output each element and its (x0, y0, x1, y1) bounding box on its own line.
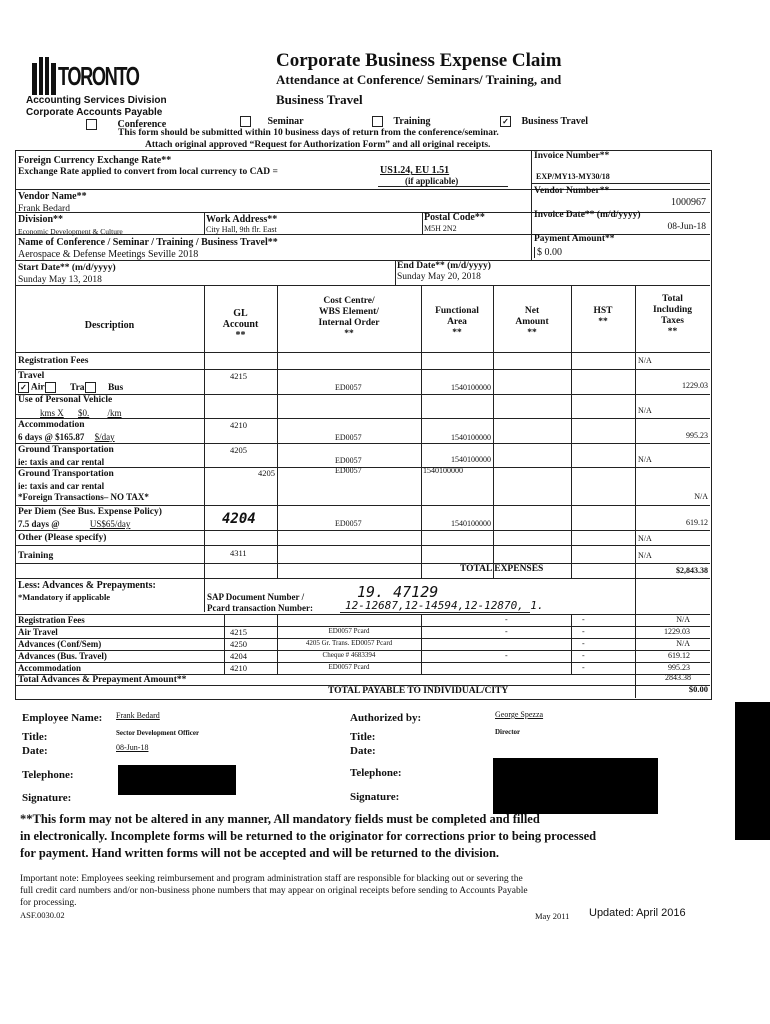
title-label: Title: (22, 731, 48, 743)
row-ground2-sub: ie: taxis and car rental (18, 481, 105, 491)
authorized-value[interactable]: George Spezza (495, 710, 544, 719)
telephone-label: Telephone: (22, 769, 74, 781)
title-value[interactable]: Sector Development Officer (116, 729, 200, 737)
air-box[interactable] (45, 382, 56, 393)
advances-label: Less: Advances & Prepayments: (18, 580, 156, 591)
division-label: Division** (18, 214, 64, 225)
redaction-auth-telephone (493, 758, 658, 814)
end-date-label: End Date** (m/d/yyyy) (397, 261, 491, 271)
type-seminar[interactable]: Seminar (240, 116, 304, 127)
row-registration-total[interactable]: N/A (638, 356, 652, 365)
adv-row-total[interactable]: N/A (676, 639, 690, 648)
row-ground1-cost[interactable]: ED0057 (335, 456, 362, 465)
sap-value[interactable]: 19. 47129 (357, 583, 439, 601)
pcard-label: Pcard transaction Number: (207, 603, 313, 613)
employee-label: Employee Name: (22, 712, 103, 724)
fx-value[interactable]: US1.24, EU 1.51 (380, 165, 450, 176)
row-ground1-gl[interactable]: 4205 (230, 445, 247, 455)
adv-row-ref[interactable]: ED0057 Pcard (328, 627, 370, 635)
row-training-gl[interactable]: 4311 (230, 548, 247, 558)
adv-row-label: Accommodation (18, 663, 81, 673)
air-checkbox[interactable]: ✓ (18, 382, 29, 393)
row-perdiem-cost[interactable]: ED0057 (335, 519, 362, 528)
adv-row-label: Registration Fees (18, 615, 85, 625)
auth-title-label: Title: (350, 731, 376, 743)
adv-row-total[interactable]: 619.12 (668, 651, 690, 660)
vendor-name-label: Vendor Name** (18, 191, 87, 202)
adv-row-label: Advances (Bus. Travel) (18, 651, 107, 661)
row-accommodation-label: Accommodation (18, 420, 85, 430)
travel-modes: ✓ Air Tra Bus (18, 382, 123, 393)
vendor-number-value[interactable]: 1000967 (671, 197, 706, 208)
start-date-value[interactable]: Sunday May 13, 2018 (18, 275, 102, 285)
col-net-amount: Net Amount ** (515, 306, 549, 338)
business-travel-checkbox[interactable]: ✓ (500, 116, 511, 127)
redaction-telephone (118, 765, 236, 795)
type-conference[interactable]: Conference (86, 119, 166, 130)
adv-row-hst[interactable]: - (582, 615, 585, 624)
row-vehicle-rate: kms X $0. /km (40, 408, 122, 418)
auth-signature-label: Signature: (350, 791, 400, 803)
end-date-value[interactable]: Sunday May 20, 2018 (397, 272, 481, 282)
auth-title-value[interactable]: Director (495, 728, 521, 736)
adv-row-hst[interactable]: - (582, 639, 585, 648)
conference-checkbox[interactable] (86, 119, 97, 130)
important-line-2: full credit card numbers and/or non-business phone numbers that may appear on original receipts before sending to Accounts Payable (20, 886, 528, 896)
form-subtitle-1: Attendance at Conference/ Seminars/ Training, and (276, 72, 562, 87)
invoice-date-label: Invoice Date** (m/d/yyyy) (534, 210, 641, 220)
row-ground1-sub: ie: taxis and car rental (18, 457, 105, 467)
adv-row-total[interactable]: 1229.03 (664, 627, 690, 636)
adv-row-gl[interactable]: 4250 (230, 639, 247, 649)
row-accommodation-func[interactable]: 1540100000 (451, 433, 491, 442)
work-address-label: Work Address** (206, 214, 278, 225)
adv-row-total[interactable]: 995.23 (668, 663, 690, 672)
payment-amount-value[interactable]: $ 0.00 (534, 247, 562, 258)
adv-row-net[interactable]: - (505, 627, 508, 636)
row-perdiem-detail: 7.5 days @ US$65/day (18, 519, 131, 529)
division-name: Accounting Services Division (26, 95, 167, 106)
row-ground2-label: Ground Transportation (18, 469, 114, 479)
row-travel-cost[interactable]: ED0057 (335, 383, 362, 392)
advances-total-value[interactable]: 2843.38 (665, 673, 691, 682)
row-accommodation-gl[interactable]: 4210 (230, 420, 247, 430)
employee-value[interactable]: Frank Bedard (116, 711, 160, 720)
col-gl: GL Account ** (222, 308, 259, 341)
fx-label: Foreign Currency Exchange Rate** (18, 155, 172, 166)
notice-line-3: for payment. Hand written forms will not be accepted and will be returned to the division. (20, 846, 500, 860)
date-value[interactable]: 08-Jun-18 (116, 743, 149, 752)
row-vehicle-total[interactable]: N/A (638, 406, 652, 415)
adv-row-label: Advances (Conf/Sem) (18, 639, 102, 649)
start-date-label: Start Date** (m/d/yyyy) (18, 263, 116, 273)
pcard-value[interactable]: 12-12687,12-14594,12-12870, 1. (345, 599, 544, 612)
form-updated: Updated: April 2016 (589, 907, 686, 919)
total-expenses-value[interactable]: $2,843.38 (676, 566, 708, 575)
seminar-checkbox[interactable] (240, 116, 251, 127)
row-perdiem-gl[interactable]: 4204 (222, 511, 256, 527)
adv-row-net[interactable]: - (505, 615, 508, 624)
row-travel-func[interactable]: 1540100000 (451, 383, 491, 392)
adv-row-ref[interactable]: Cheque # 4683394 (322, 651, 376, 659)
adv-row-ref[interactable]: 4205 Gr. Trans. ED0057 Pcard (305, 639, 393, 647)
row-other-total[interactable]: N/A (638, 534, 652, 543)
adv-row-gl[interactable]: 4215 (230, 627, 247, 637)
adv-row-hst[interactable]: - (582, 663, 585, 672)
row-perdiem-func[interactable]: 1540100000 (451, 519, 491, 528)
adv-row-gl[interactable]: 4210 (230, 663, 247, 673)
form-code: ASF.0030.02 (20, 910, 65, 920)
invoice-number-value[interactable]: EXP/MY13-MY30/18 (536, 172, 610, 181)
row-accommodation-cost[interactable]: ED0057 (335, 433, 362, 442)
row-ground1-label: Ground Transportation (18, 445, 114, 455)
row-travel-label: Travel (18, 371, 45, 381)
conference-name-value[interactable]: Aerospace & Defense Meetings Seville 2018 (18, 249, 199, 260)
row-registration-label: Registration Fees (18, 356, 89, 366)
row-travel-total[interactable]: 1229.03 (682, 381, 708, 390)
vendor-number-label: Vendor Number** (534, 186, 610, 196)
row-perdiem-label: Per Diem (See Bus. Expense Policy) (18, 507, 162, 517)
division-value[interactable]: Economic Development & Culture (18, 227, 123, 236)
row-accommodation-detail: 6 days @ $165.87 $/day (18, 432, 115, 442)
total-expenses-label: TOTAL EXPENSES (460, 564, 544, 574)
adv-row-ref[interactable]: ED0057 Pcard (328, 663, 370, 671)
subdivision-name: Corporate Accounts Payable (26, 107, 163, 118)
redaction-right (735, 702, 770, 840)
form-title: Corporate Business Expense Claim (276, 50, 562, 71)
adv-row-hst[interactable]: - (582, 627, 585, 636)
payment-amount-label: Payment Amount** (534, 234, 615, 244)
fx-sub: Exchange Rate applied to convert from local currency to CAD = (18, 167, 278, 177)
type-training[interactable]: Training (372, 116, 431, 127)
signature-label: Signature: (22, 792, 72, 804)
sap-label: SAP Document Number / (207, 592, 305, 602)
row-ground2-cost[interactable]: ED0057 (335, 466, 362, 475)
col-hst: HST ** (593, 306, 613, 327)
adv-row-net[interactable]: - (505, 651, 508, 660)
row-ground2-gl[interactable]: 4205 (258, 468, 275, 478)
adv-row-divider (15, 650, 710, 651)
adv-row-divider (15, 626, 710, 627)
auth-date-label: Date: (350, 745, 376, 757)
work-address-value[interactable]: City Hall, 9th flr. East (206, 225, 277, 234)
auth-telephone-label: Telephone: (350, 767, 402, 779)
row-training-label: Training (18, 551, 54, 561)
row-ground1-total[interactable]: N/A (638, 455, 652, 464)
row-ground2-func[interactable]: 1540100000 (423, 466, 463, 475)
toronto-logo (30, 55, 139, 95)
postal-code-value[interactable]: M5H 2N2 (424, 224, 457, 233)
payable-value[interactable]: $0.00 (688, 684, 708, 694)
logo-text: TORONTO (58, 61, 139, 91)
row-vehicle-label: Use of Personal Vehicle (18, 395, 113, 405)
train-checkbox[interactable] (85, 382, 96, 393)
payable-label: TOTAL PAYABLE TO INDIVIDUAL/CITY (328, 686, 509, 696)
invoice-number-label: Invoice Number** (534, 151, 610, 161)
col-total: Total Including Taxes ** (652, 294, 693, 337)
adv-row-divider (15, 638, 710, 639)
row-other-label: Other (Please specify) (18, 533, 107, 543)
adv-row-hst[interactable]: - (582, 651, 585, 660)
adv-row-total[interactable]: N/A (676, 615, 690, 624)
form-subtitle-2: Business Travel (276, 92, 363, 107)
advances-total-label: Total Advances & Prepayment Amount** (18, 675, 187, 685)
conference-name-label: Name of Conference / Seminar / Training / Business Travel** (18, 237, 278, 248)
type-business-travel[interactable]: ✓ Business Travel (500, 116, 588, 127)
adv-row-divider (15, 662, 710, 663)
notice-line-2: in electronically. Incomplete forms will be returned to the originator for corrections prior to being processed (20, 829, 597, 843)
row-accommodation-total[interactable]: 995.23 (686, 431, 708, 440)
row-ground2-total[interactable]: N/A (694, 492, 708, 501)
postal-code-label: Postal Code** (424, 212, 485, 223)
col-functional-area: Functional Area ** (435, 306, 479, 338)
instruction-line-2: Attach original approved “Request for Authorization Form” and all original receipts. (145, 140, 491, 150)
form-date: May 2011 (535, 911, 570, 921)
adv-row-gl[interactable]: 4204 (230, 651, 247, 661)
row-training-total[interactable]: N/A (638, 551, 652, 560)
invoice-date-value[interactable]: 08-Jun-18 (667, 222, 706, 232)
date-label: Date: (22, 745, 48, 757)
row-ground2-note: *Foreign Transactions– NO TAX* (18, 492, 149, 502)
row-ground1-func[interactable]: 1540100000 (451, 455, 491, 464)
adv-row-label: Air Travel (18, 627, 58, 637)
row-perdiem-total[interactable]: 619.12 (686, 518, 708, 527)
col-cost-centre: Cost Centre/ WBS Element/ Internal Order ** (318, 296, 380, 339)
city-hall-icon (30, 55, 58, 95)
authorized-label: Authorized by: (350, 712, 422, 724)
col-description: Description (84, 320, 135, 331)
vendor-name-value[interactable]: Frank Bedard (18, 204, 70, 214)
advances-note: *Mandatory if applicable (18, 592, 111, 602)
instruction-line-1: This form should be submitted within 10 business days of return from the conference/seminar. (118, 128, 499, 138)
notice-line-1: **This form may not be altered in any manner, All mandatory fields must be completed and filled (20, 812, 540, 826)
fx-note: (if applicable) (405, 176, 459, 186)
important-line-3: for processing. (20, 898, 77, 908)
important-line-1: Important note: Employees seeking reimbursement and program administration staff are responsible for blacking out or severing the (20, 874, 523, 884)
training-checkbox[interactable] (372, 116, 383, 127)
row-travel-gl[interactable]: 4215 (230, 371, 247, 381)
